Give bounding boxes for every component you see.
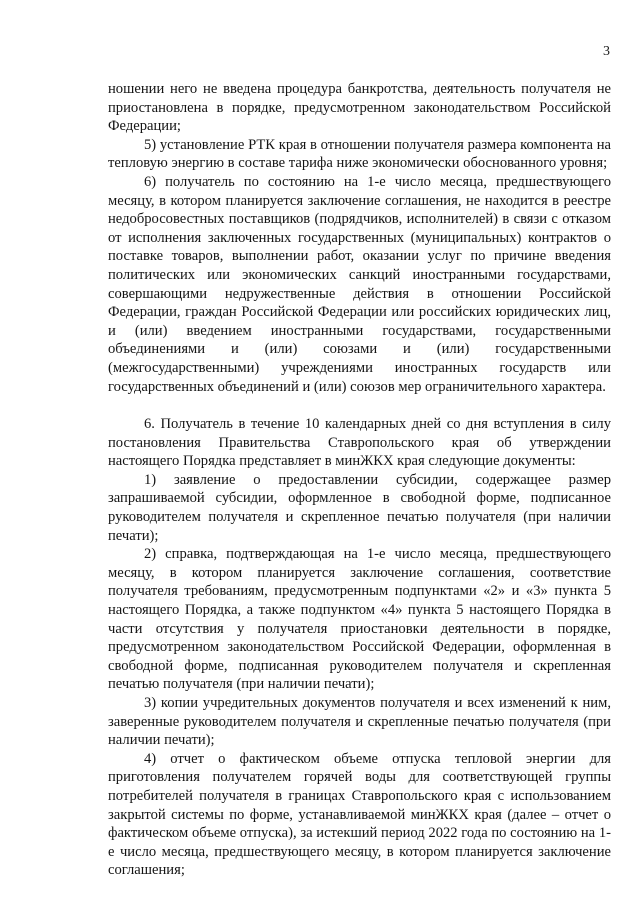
paragraph-item-5: 5) установление РТК края в отношении получателя размера компонента на тепловую энергию в составе тарифа ниже экономически обоснованного уровня; — [108, 136, 611, 172]
paragraph-doc-4: 4) отчет о фактическом объеме отпуска тепловой энергии для приготовления получателем горячей воды для соответствующей группы потребителей получателя в границах Ставропольского края с использованием закрытой системы по форме, устанавливаемой минЖКХ края (далее – отчет о фактическом объеме отпуска), за истекший период 2022 года по состоянию на 1-е число месяца, предшествующего месяцу, в котором планируется заключение соглашения; — [108, 750, 611, 879]
paragraph-item-6: 6) получатель по состоянию на 1-е число месяца, предшествующего месяцу, в котором планируется заключение соглашения, не находится в реестре недобросовестных поставщиков (подрядчиков, исполнителей) в связи с отказом от исполнения заключенных государственных (муниципальных) контрактов о поставке товаров, выполнении работ, оказании услуг по причине введения политических или экономических санкций иностранными государствами, совершающими недружественные действия в отношении Российской Федерации, граждан Российской Федерации или российских юридических лиц, и (или) введением иностранными государствами, государственными объединениями и (или) союзами и (или) государственными (межгосударственными) учреждениями иностранных государств или государственных объединений и (или) союзов мер ограничительного характера. — [108, 173, 611, 395]
paragraph-doc-2: 2) справка, подтверждающая на 1-е число месяца, предшествующего месяцу, в котором планируется заключение соглашения, соответствие получателя требованиям, предусмотренным подпунктами «2» и «3» пункта 5 настоящего Порядка, а также подпунктом «4» пункта 5 настоящего Порядка в части отсутствия у получателя приостановки деятельности в порядке, предусмотренном законодательством Российской Федерации, оформленная в свободной форме, подписанная руководителем получателя и скрепленная печатью получателя (при наличии печати); — [108, 546, 611, 693]
paragraph-doc-3: 3) копии учредительных документов получателя и всех изменений к ним, заверенные руководителем получателя и скрепленные печатью получателя (при наличии печати); — [108, 695, 611, 749]
page-number: 3 — [603, 44, 610, 59]
paragraph-doc-1: 1) заявление о предоставлении субсидии, содержащее размер запрашиваемой субсидии, оформленное в свободной форме, подписанное руководителем получателя и скрепленное печатью получателя (при наличии печати); — [108, 471, 611, 544]
paragraph-section-6: 6. Получатель в течение 10 календарных дней со дня вступления в силу постановления Правительства Ставропольского края об утверждении настоящего Порядка представляет в минЖКХ края следующие документы: — [108, 416, 611, 470]
document-body — [108, 80, 611, 880]
paragraph-continuation: ношении него не введена процедура банкротства, деятельность получателя не приостановлена в порядке, предусмотренном законодательством Российской Федерации; — [108, 81, 611, 135]
